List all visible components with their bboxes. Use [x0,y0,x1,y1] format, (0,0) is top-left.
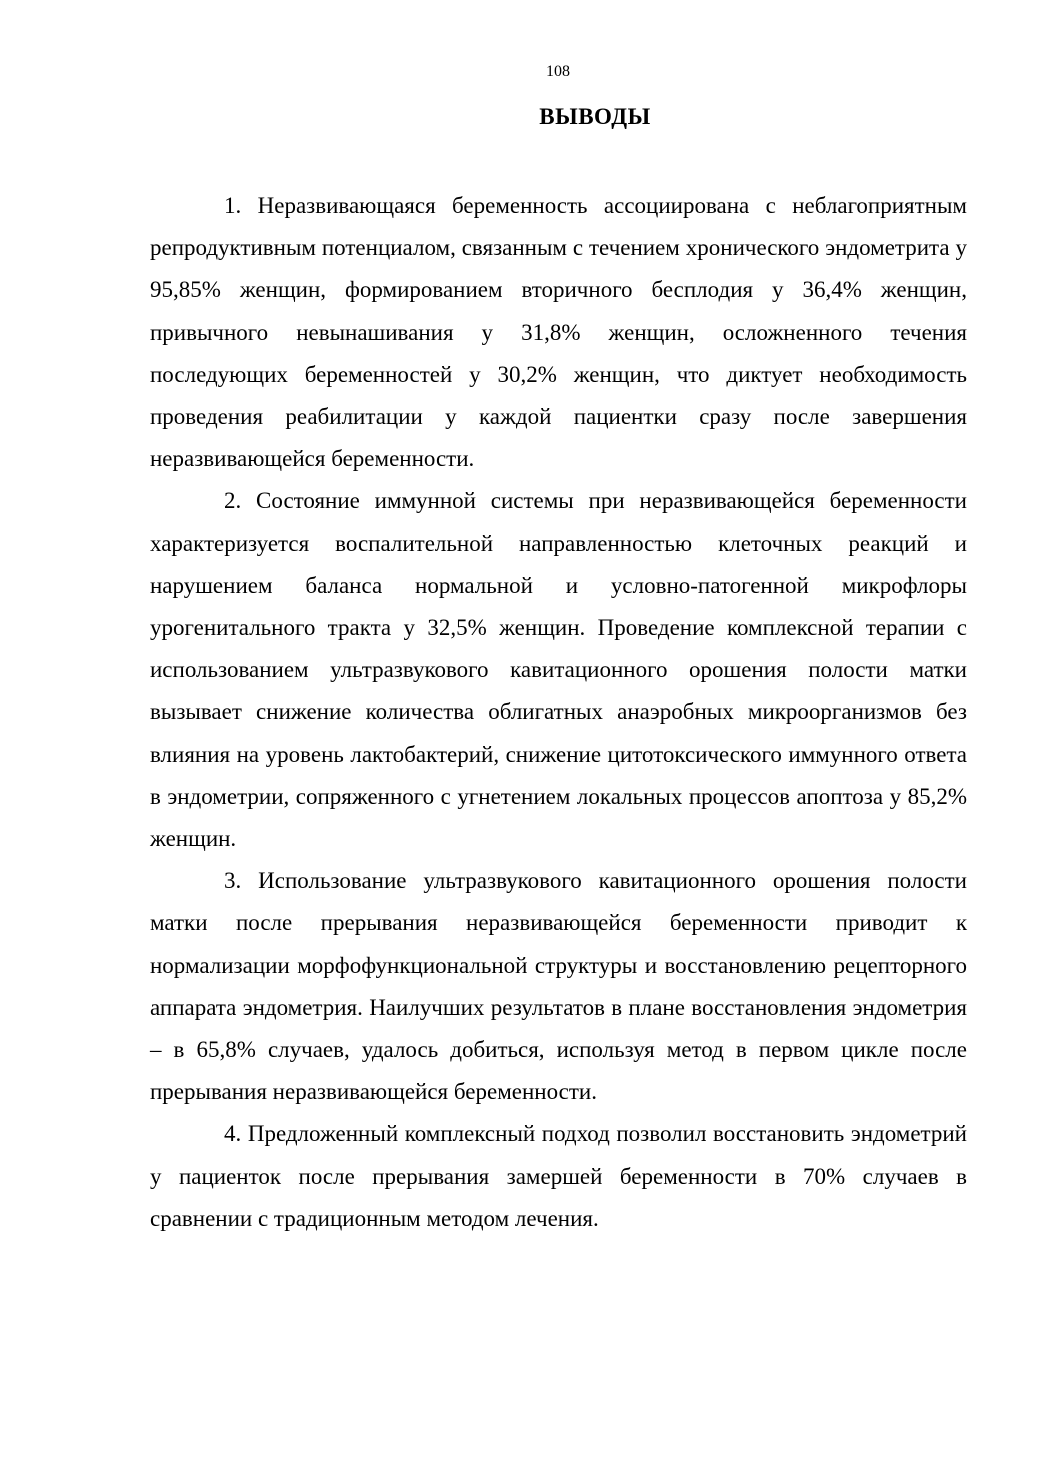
page-number: 108 [546,63,570,80]
conclusion-paragraph: 2. Состояние иммунной системы при неразвивающейся беременности характеризуется воспалительной направленностью клеточных реакций и нарушением баланса нормальной и условно-патогенной микрофлоры урогенитального тракта у 32,5% женщин. Проведение комплексной терапии с использованием ультразвукового кавитационного орошения полости матки вызывает снижение количества облигатных анаэробных микроорганизмов без влияния на уровень лактобактерий, снижение цитотоксического иммунного ответа в эндометрии, сопряженного с угнетением локальных процессов апоптоза у 85,2% женщин. [150,488,967,852]
page-title: ВЫВОДЫ [539,104,651,129]
conclusions-list [150,185,967,1240]
conclusion-paragraph: 3. Использование ультразвукового кавитационного орошения полости матки после прерывания неразвивающейся беременности приводит к нормализации морфофункциональной структуры и восстановлению рецепторного аппарата эндометрия. Наилучших результатов в плане восстановления эндометрия – в 65,8% случаев, удалось добиться, используя метод в первом цикле после прерывания неразвивающейся беременности. [150,868,967,1105]
conclusion-paragraph: 1. Неразвивающаяся беременность ассоциирована с неблагоприятным репродуктивным потенциалом, связанным с течением хронического эндометрита у 95,85% женщин, формированием вторичного бесплодия у 36,4% женщин, привычного невынашивания у 31,8% женщин, осложненного течения последующих беременностей у 30,2% женщин, что диктует необходимость проведения реабилитации у каждой пациентки сразу после завершения неразвивающейся беременности. [150,193,967,472]
conclusion-paragraph: 4. Предложенный комплексный подход позволил восстановить эндометрий у пациенток после прерывания замершей беременности в 70% случаев в сравнении с традиционным методом лечения. [150,1121,967,1231]
